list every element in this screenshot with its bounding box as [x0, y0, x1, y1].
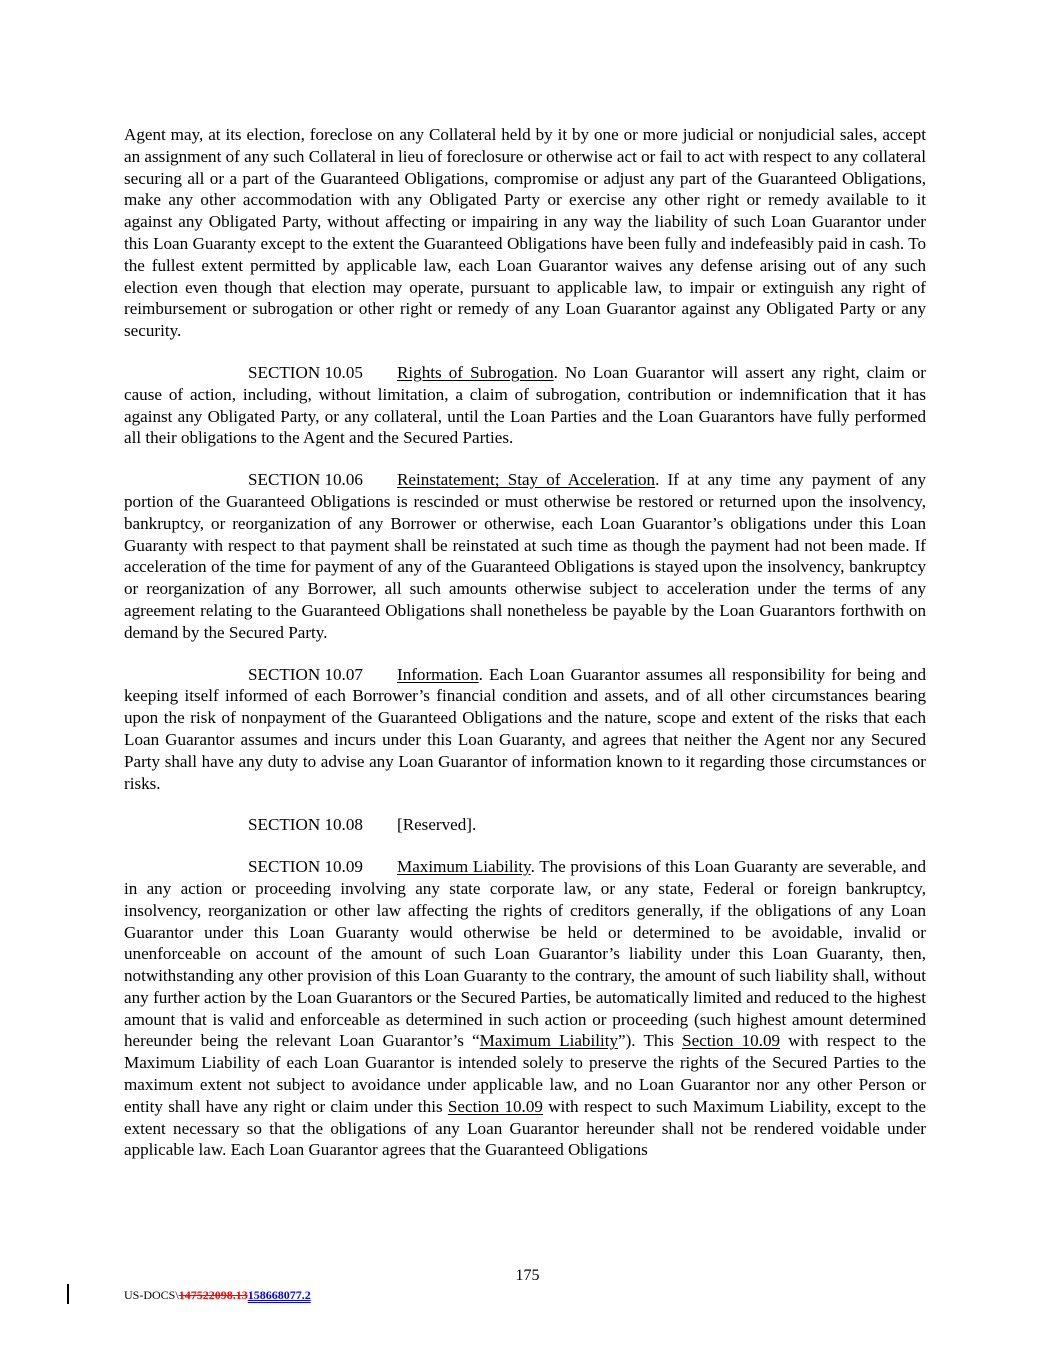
doc-prefix: US-DOCS\ — [124, 1288, 179, 1302]
section-title: Rights of Subrogation — [397, 362, 554, 382]
section-10-08 — [124, 814, 926, 836]
section-body-part1: . The provisions of this Loan Guaranty are severable, and in any action or proceeding involving any state corporate law, or any state, Federal or foreign bankruptcy, insolvency, reorganization or other law affecting the rights of creditors generally, if the obligations of any Loan Guarantor under this Loan Guaranty would otherwise be held or determined to be avoidable, invalid or unenforceable on account of the amount of such Loan Guarantor’s liability under this Loan Guaranty, then, notwithstanding any other provision of this Loan Guaranty to the contrary, the amount of such liability shall, without any further action by the Loan Guarantors or the Secured Parties, be automatically limited and reduced to the highest amount that is valid and enforceable as determined in such action or proceeding (such highest amount determined hereunder being the relevant Loan Guarantor’s “ — [124, 857, 926, 1051]
section-number: SECTION 10.05 — [248, 362, 363, 382]
section-title: Information — [397, 664, 479, 684]
defined-term: Maximum Liability — [479, 1031, 618, 1051]
change-bar — [67, 1284, 69, 1304]
section-10-07 — [124, 664, 926, 795]
inserted-doc-id: 158668077.2 — [247, 1288, 311, 1302]
section-body-part4: with respect to such Maximum Liability, except to the extent necessary so that the obligations of any Loan Guarantor hereunder shall not be rendered voidable under applicable law. Each Loan Guarantor agrees that the Guaranteed Obligations — [124, 1096, 926, 1160]
section-body: . Each Loan Guarantor assumes all responsibility for being and keeping itself informed of each Borrower’s financial condition and assets, and of all other circumstances bearing upon the risk of nonpayment of the Guaranteed Obligations and the nature, scope and extent of the risks that each Loan Guarantor assumes and incurs under this Loan Guaranty, and agrees that neither the Agent nor any Secured Party shall have any duty to advise any Loan Guarantor of information known to it regarding those circumstances or risks. — [124, 664, 926, 793]
section-number: SECTION 10.06 — [248, 470, 363, 490]
section-body: . If at any time any payment of any portion of the Guaranteed Obligations is rescinded or must otherwise be restored or returned upon the insolvency, bankruptcy, or reorganization of any Borrower or otherwise, each Loan Guarantor’s obligations under this Loan Guaranty with respect to that payment shall be reinstated at such time as though the payment had not been made. If acceleration of the time for payment of any of the Guaranteed Obligations is stayed upon the insolvency, bankruptcy or reorganization of any Borrower, all such amounts otherwise subject to acceleration under the terms of any agreement relating to the Guaranteed Obligations shall nonetheless be payable by the Loan Guarantors forthwith on demand by the Secured Party. — [124, 470, 926, 642]
section-reference: Section 10.09 — [447, 1096, 543, 1116]
section-body-part2: ”). This — [618, 1031, 683, 1051]
section-body: [Reserved]. — [397, 815, 477, 835]
section-reference: Section 10.09 — [682, 1031, 781, 1051]
document-page — [124, 124, 926, 1161]
section-10-06 — [124, 469, 926, 643]
section-10-09 — [124, 856, 926, 1161]
section-body-part3: with respect to the Maximum Liability of each Loan Guarantor is intended solely to preserve the rights of the Secured Parties to the maximum extent not subject to avoidance under applicable law, and no Loan Guarantor nor any other Person or entity shall have any right or claim under this — [124, 1031, 926, 1116]
section-body: . No Loan Guarantor will assert any right, claim or cause of action, including, without limitation, a claim of subrogation, contribution or indemnification that it has against any Obligated Party, or any collateral, until the Loan Parties and the Loan Guarantors have fully performed all their obligations to the Agent and the Secured Parties. — [124, 362, 927, 448]
section-number: SECTION 10.08 — [248, 815, 363, 835]
intro-paragraph: Agent may, at its election, foreclose on any Collateral held by it by one or more judicial or nonjudicial sales, accept an assignment of any such Collateral in lieu of foreclosure or otherwise act or fail to act with respect to any collateral securing all or a part of the Guaranteed Obligations, compromise or adjust any part of the Guaranteed Obligations, make any other accommodation with any Obligated Party or exercise any other right or remedy available to it against any Obligated Party, without affecting or impairing in any way the liability of such Loan Guarantor under this Loan Guaranty except to the extent the Guaranteed Obligations have been fully and indefeasibly paid in cash. To the fullest extent permitted by applicable law, each Loan Guarantor waives any defense arising out of any such election even though that election may operate, pursuant to applicable law, to impair or extinguish any right of reimbursement or subrogation or other right or remedy of any Loan Guarantor against any Obligated Party or any security. — [124, 125, 926, 341]
section-title: Maximum Liability — [397, 857, 531, 877]
page-number: 175 — [515, 1267, 540, 1284]
section-10-05 — [124, 362, 926, 449]
section-title: Reinstatement; Stay of Acceleration — [397, 470, 656, 490]
section-number: SECTION 10.09 — [248, 857, 363, 877]
section-number: SECTION 10.07 — [248, 664, 363, 684]
deleted-doc-id: 147522098.13 — [178, 1288, 248, 1302]
document-id-footer — [124, 1288, 311, 1303]
